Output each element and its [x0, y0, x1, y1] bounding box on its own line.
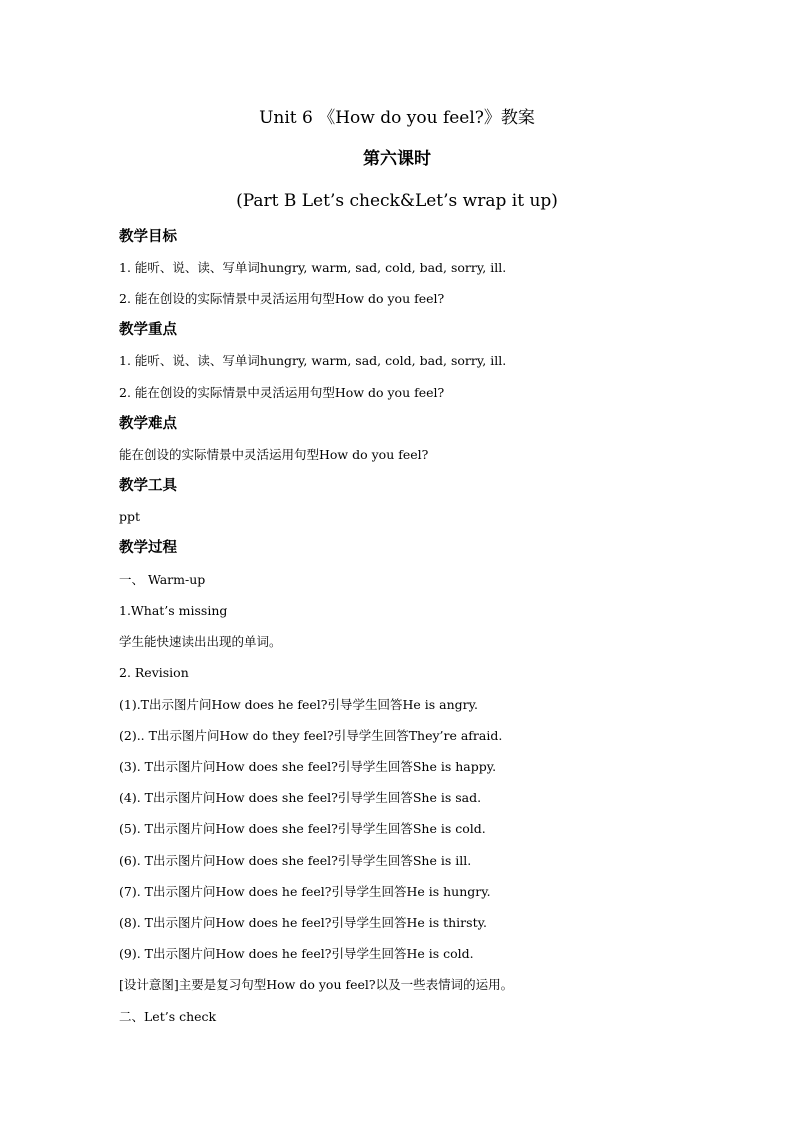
revision-item: (5). T出示图片问How does she feel?引导学生回答She is cold.: [119, 821, 486, 836]
heading-objectives: 教学目标: [119, 228, 177, 245]
difficulty-text: 能在创设的实际情景中灵活运用句型How do you feel?: [119, 447, 429, 462]
revision-item: (3). T出示图片问How does she feel?引导学生回答She is happy.: [119, 759, 497, 774]
revision-item: (8). T出示图片问How does he feel?引导学生回答He is thirsty.: [119, 915, 487, 930]
document-title: Unit 6 《How do you feel?》教案: [259, 108, 535, 128]
whats-missing-text: 学生能快速读出出现的单词。: [119, 634, 282, 649]
warmup-step: 一、 Warm-up: [119, 572, 206, 587]
lesson-part: (Part B Let’s check&Let’s wrap it up): [236, 191, 558, 211]
key-point-item: 1. 能听、说、读、写单词hungry, warm, sad, cold, bad, sorry, ill.: [119, 353, 507, 368]
revision-title: 2. Revision: [119, 665, 189, 680]
heading-key-points: 教学重点: [119, 321, 177, 338]
objective-item: 2. 能在创设的实际情景中灵活运用句型How do you feel?: [119, 291, 445, 306]
revision-item: (4). T出示图片问How does she feel?引导学生回答She is sad.: [119, 790, 482, 805]
heading-process: 教学过程: [119, 539, 177, 556]
revision-item: (1).T出示图片问How does he feel?引导学生回答He is angry.: [119, 697, 478, 712]
revision-item: (2).. T出示图片问How do they feel?引导学生回答They’re afraid.: [119, 728, 503, 743]
lesson-number: 第六课时: [363, 149, 431, 169]
objective-item: 1. 能听、说、读、写单词hungry, warm, sad, cold, bad, sorry, ill.: [119, 260, 507, 275]
revision-item: (6). T出示图片问How does she feel?引导学生回答She is ill.: [119, 853, 472, 868]
revision-item: (7). T出示图片问How does he feel?引导学生回答He is hungry.: [119, 884, 491, 899]
heading-difficulties: 教学难点: [119, 415, 177, 432]
lets-check-step: 二、Let’s check: [119, 1009, 217, 1024]
tools-text: ppt: [119, 509, 141, 524]
heading-tools: 教学工具: [119, 477, 177, 494]
whats-missing-title: 1.What’s missing: [119, 603, 228, 618]
revision-item: (9). T出示图片问How does he feel?引导学生回答He is cold.: [119, 946, 474, 961]
design-intent: [设计意图]主要是复习句型How do you feel?以及一些表情词的运用。: [119, 977, 514, 992]
key-point-item: 2. 能在创设的实际情景中灵活运用句型How do you feel?: [119, 385, 445, 400]
